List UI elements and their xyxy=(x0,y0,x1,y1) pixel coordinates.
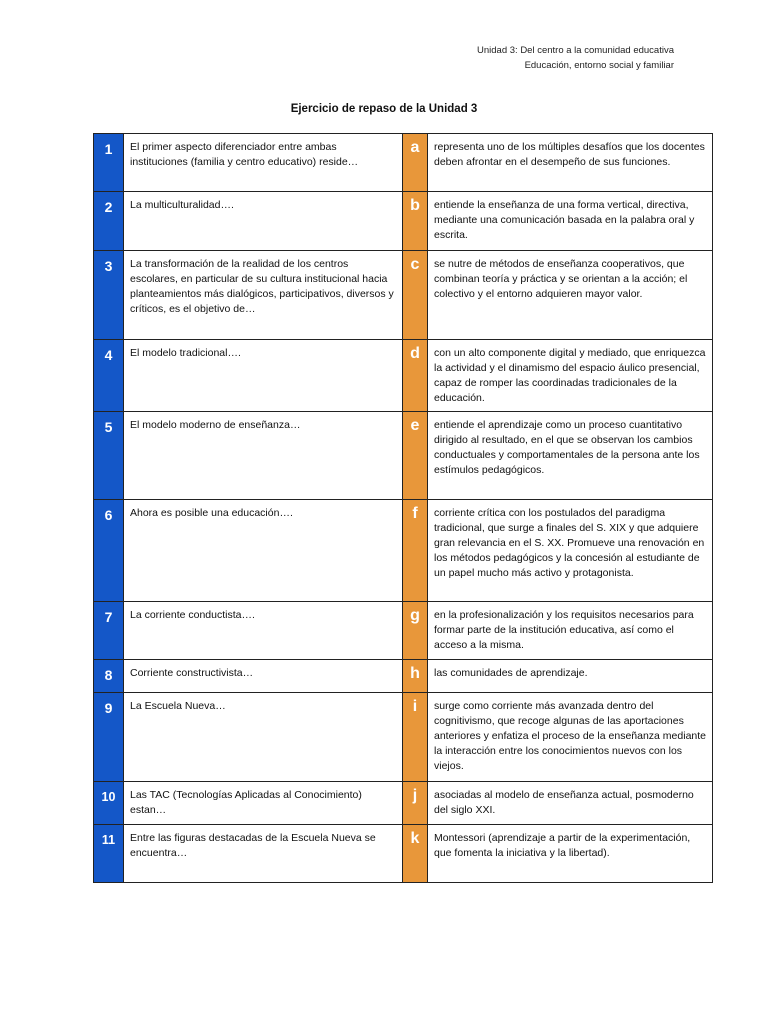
statement-cell: El primer aspecto diferenciador entre ambas instituciones (familia y centro educativo) reside… xyxy=(124,134,403,192)
table-row xyxy=(94,134,713,192)
row-number: 3 xyxy=(94,251,124,340)
statement-cell: La Escuela Nueva… xyxy=(124,693,403,782)
answer-cell: representa uno de los múltiples desafíos que los docentes deben afrontar en el desempeño de sus funciones. xyxy=(428,134,713,192)
row-number: 1 xyxy=(94,134,124,192)
answer-cell: con un alto componente digital y mediado, que enriquezca la actividad y el dinamismo del espacio áulico presencial, capaz de romper las coordinadas tradicionales de la educación. xyxy=(428,340,713,412)
answer-letter: k xyxy=(403,825,428,883)
statement-cell: La transformación de la realidad de los centros escolares, en particular de su cultura institucional hacia planteamientos más dialógicos, participativos, diversos y críticos, es el objetivo de… xyxy=(124,251,403,340)
table-row xyxy=(94,693,713,782)
table-row xyxy=(94,660,713,693)
answer-letter: b xyxy=(403,192,428,251)
answer-cell: corriente crítica con los postulados del paradigma tradicional, que surge a finales del S. XIX y que adquiere gran relevancia en el S. XX. Promueve una renovación en los métodos pedagógicos y la concesión al estudiante de un papel mucho más activo y protagonista. xyxy=(428,500,713,602)
statement-cell: Entre las figuras destacadas de la Escuela Nueva se encuentra… xyxy=(124,825,403,883)
row-number: 9 xyxy=(94,693,124,782)
table-row xyxy=(94,251,713,340)
document-header xyxy=(477,43,674,73)
statement-cell: Corriente constructivista… xyxy=(124,660,403,693)
table-row xyxy=(94,825,713,883)
answer-letter: h xyxy=(403,660,428,693)
table-row xyxy=(94,500,713,602)
answer-cell: asociadas al modelo de enseñanza actual, posmoderno del siglo XXI. xyxy=(428,782,713,825)
statement-cell: Las TAC (Tecnologías Aplicadas al Conocimiento) estan… xyxy=(124,782,403,825)
statement-cell: Ahora es posible una educación…. xyxy=(124,500,403,602)
matching-table xyxy=(93,133,713,883)
answer-cell: se nutre de métodos de enseñanza cooperativos, que combinan teoría y práctica y se orientan a la acción; el colectivo y el entorno adquieren mayor valor. xyxy=(428,251,713,340)
row-number: 6 xyxy=(94,500,124,602)
row-number: 4 xyxy=(94,340,124,412)
answer-cell: surge como corriente más avanzada dentro del cognitivismo, que recoge algunas de las aportaciones anteriores y enfatiza el proceso de la enseñanza mediante la interacción entre los conocimientos nuevos con los viejos. xyxy=(428,693,713,782)
answer-cell: en la profesionalización y los requisitos necesarios para formar parte de la institución educativa, así como el acceso a la misma. xyxy=(428,602,713,660)
table-row xyxy=(94,412,713,500)
answer-letter: d xyxy=(403,340,428,412)
answer-letter: f xyxy=(403,500,428,602)
answer-letter: c xyxy=(403,251,428,340)
row-number: 8 xyxy=(94,660,124,693)
statement-cell: El modelo moderno de enseñanza… xyxy=(124,412,403,500)
table-row xyxy=(94,340,713,412)
row-number: 11 xyxy=(94,825,124,883)
answer-cell: entiende la enseñanza de una forma vertical, directiva, mediante una comunicación basada en la palabra oral y escrita. xyxy=(428,192,713,251)
statement-cell: La multiculturalidad…. xyxy=(124,192,403,251)
answer-letter: e xyxy=(403,412,428,500)
table-row xyxy=(94,192,713,251)
row-number: 5 xyxy=(94,412,124,500)
answer-letter: g xyxy=(403,602,428,660)
answer-cell: las comunidades de aprendizaje. xyxy=(428,660,713,693)
table-row xyxy=(94,602,713,660)
answer-letter: i xyxy=(403,693,428,782)
header-unit: Unidad 3: Del centro a la comunidad educativa xyxy=(477,45,674,56)
statement-cell: El modelo tradicional…. xyxy=(124,340,403,412)
page-title: Ejercicio de repaso de la Unidad 3 xyxy=(290,103,478,115)
header-subject: Educación, entorno social y familiar xyxy=(524,60,674,71)
table-row xyxy=(94,782,713,825)
answer-letter: a xyxy=(403,134,428,192)
answer-letter: j xyxy=(403,782,428,825)
answer-cell: entiende el aprendizaje como un proceso cuantitativo dirigido al resultado, en el que se observan los cambios conductuales y comportamentales de la persona ante los estímulos pedagógicos. xyxy=(428,412,713,500)
statement-cell: La corriente conductista…. xyxy=(124,602,403,660)
answer-cell: Montessori (aprendizaje a partir de la experimentación, que fomenta la iniciativa y la libertad). xyxy=(428,825,713,883)
row-number: 10 xyxy=(94,782,124,825)
row-number: 7 xyxy=(94,602,124,660)
row-number: 2 xyxy=(94,192,124,251)
